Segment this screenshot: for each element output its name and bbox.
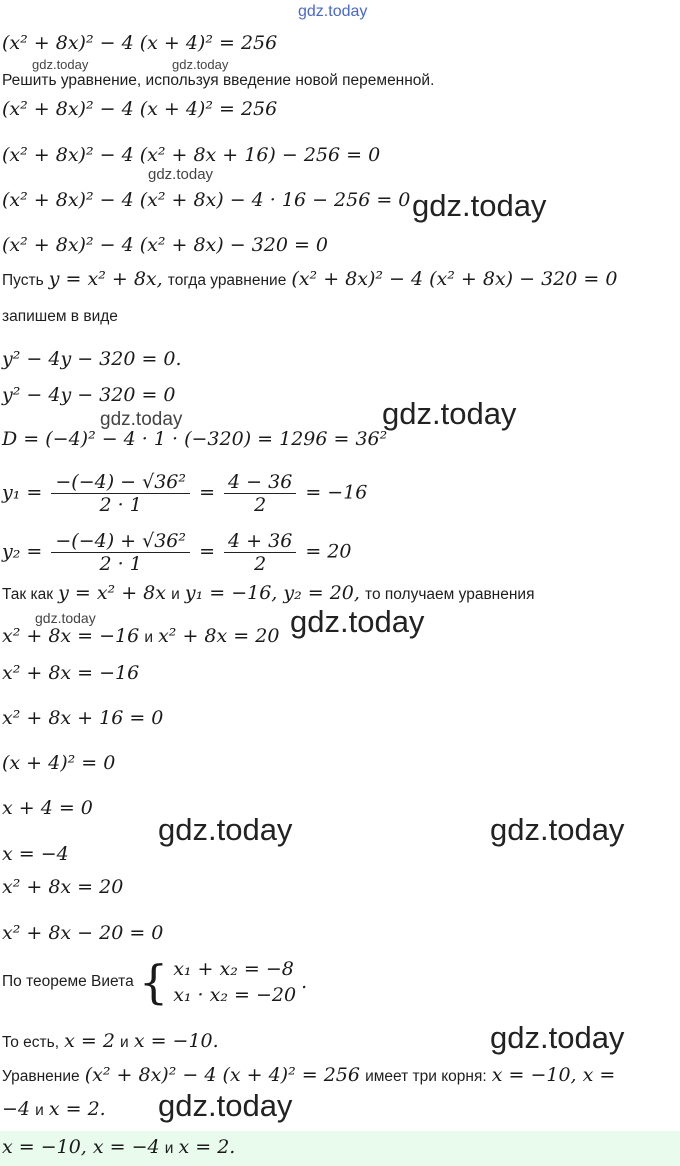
since-values: y₁ = −16, y₂ = 20, [184,582,360,604]
vieta-system [173,956,296,1008]
watermark-small-1: gdz.today [32,57,89,72]
watermark-small-4: gdz.today [35,610,96,626]
y2-numerator-2: 4 + 36 [224,530,296,553]
root-y1 [2,471,367,516]
since-line [2,582,534,604]
root-x2: x = −10. [133,1030,219,1052]
conclusion-equation: (x² + 8x)² − 4 (x + 4)² = 256 [84,1064,360,1086]
vieta-line [2,956,307,1008]
watermark-large-7: gdz.today [158,1088,293,1123]
watermark-large-1: gdz.today [412,188,547,223]
text-three-roots: имеет три корня: [365,1068,487,1085]
y1-lhs: y₁ = [2,481,43,504]
root-x1: x = 2 [64,1030,115,1052]
text-and-4: и [35,1102,44,1119]
equation-5: (x² + 8x)² − 4 (x² + 8x) − 320 = 0 [2,234,329,256]
answer-line [2,1136,235,1158]
y1-denominator-2: 2 [254,494,267,516]
text-and-1: и [171,586,180,603]
vieta-product: x₁ · x₂ = −20 [173,984,297,1006]
y1-result: = −16 [305,481,368,504]
y2-denominator-2: 2 [254,553,267,575]
equation-1: (x² + 8x)² − 4 (x + 4)² = 256 [2,32,278,54]
task-statement: Решить уравнение, используя введение новой переменной. [2,72,435,89]
watermark-large-3: gdz.today [290,604,425,639]
y1-numerator-2: 4 − 36 [224,471,296,494]
answer-roots: x = −10, x = −4 [2,1136,160,1158]
answer-box [0,1131,680,1166]
substitution-equation: (x² + 8x)² − 4 (x² + 8x) − 320 = 0 [291,268,618,290]
equation-11: x² + 8x = 20 [2,876,124,898]
y2-equals: = [199,540,215,563]
equation-b: x² + 8x = 20 [158,625,280,647]
text-obtain: то получаем уравнения [365,586,535,603]
conclusion-line [2,1064,615,1086]
text-write-as: запишем в виде [2,308,118,325]
y2-fraction [51,530,190,575]
substitution-line [2,268,617,290]
equation-a: x² + 8x = −16 [2,625,140,647]
equation-7: x² + 8x + 16 = 0 [2,707,164,729]
text-that-is: То есть, [2,1034,60,1051]
text-equation: Уравнение [2,1068,80,1085]
y1-fraction [51,471,190,516]
equation-2: (x² + 8x)² − 4 (x + 4)² = 256 [2,98,278,120]
equation-y-1: y² − 4y − 320 = 0. [2,348,182,370]
text-and-5: и [164,1140,174,1157]
text-then: тогда уравнение [167,272,287,289]
vieta-sum: x₁ + x₂ = −8 [173,958,294,980]
substitution-expr: y = x² + 8x, [48,268,163,290]
watermark-large-4: gdz.today [158,812,293,847]
text-vieta: По теореме Виета [2,973,134,990]
watermark-large-2: gdz.today [382,396,517,431]
y1-numerator: −(−4) − √36² [51,471,190,494]
system-brace: { [138,955,169,1009]
equation-10: x = −4 [2,843,69,865]
conclusion-roots: x = −10, x = [491,1064,616,1086]
y2-result: = 20 [305,540,352,563]
discriminant: D = (−4)² − 4 · 1 · (−320) = 1296 = 36² [2,428,388,450]
since-expr: y = x² + 8x [58,582,166,604]
equation-8: (x + 4)² = 0 [2,752,116,774]
text-since: Так как [2,586,54,603]
answer-root-last: x = 2. [178,1136,236,1158]
that-is-line [2,1030,219,1052]
watermark-medium-1: gdz.today [100,409,183,430]
equation-9: x + 4 = 0 [2,797,93,819]
vieta-dot: . [301,971,308,993]
root-y2 [2,530,351,575]
text-and-3: и [120,1034,129,1051]
conclusion-root-3: −4 [2,1098,31,1120]
two-equations [2,625,279,647]
y2-denominator: 2 · 1 [99,553,142,575]
watermark-small-3: gdz.today [148,166,214,183]
equation-3: (x² + 8x)² − 4 (x² + 8x + 16) − 256 = 0 [2,144,381,166]
watermark-large-5: gdz.today [490,812,625,847]
watermark-large-6: gdz.today [490,1020,625,1055]
y1-equals: = [199,481,215,504]
watermark-small-2: gdz.today [172,57,229,72]
y2-lhs: y₂ = [2,540,43,563]
y2-fraction-2 [224,530,296,575]
conclusion-root-4: x = 2. [48,1098,106,1120]
equation-4: (x² + 8x)² − 4 (x² + 8x) − 4 · 16 − 256 = 0 [2,189,411,211]
conclusion-line-2 [2,1098,106,1120]
text-let: Пусть [2,272,44,289]
equation-y-2: y² − 4y − 320 = 0 [2,384,176,406]
text-and-2: и [144,629,153,646]
y1-denominator: 2 · 1 [99,494,142,516]
watermark-top: gdz.today [298,3,368,20]
y2-numerator: −(−4) + √36² [51,530,190,553]
equation-12: x² + 8x − 20 = 0 [2,922,164,944]
y1-fraction-2 [224,471,296,516]
equation-6: x² + 8x = −16 [2,662,140,684]
